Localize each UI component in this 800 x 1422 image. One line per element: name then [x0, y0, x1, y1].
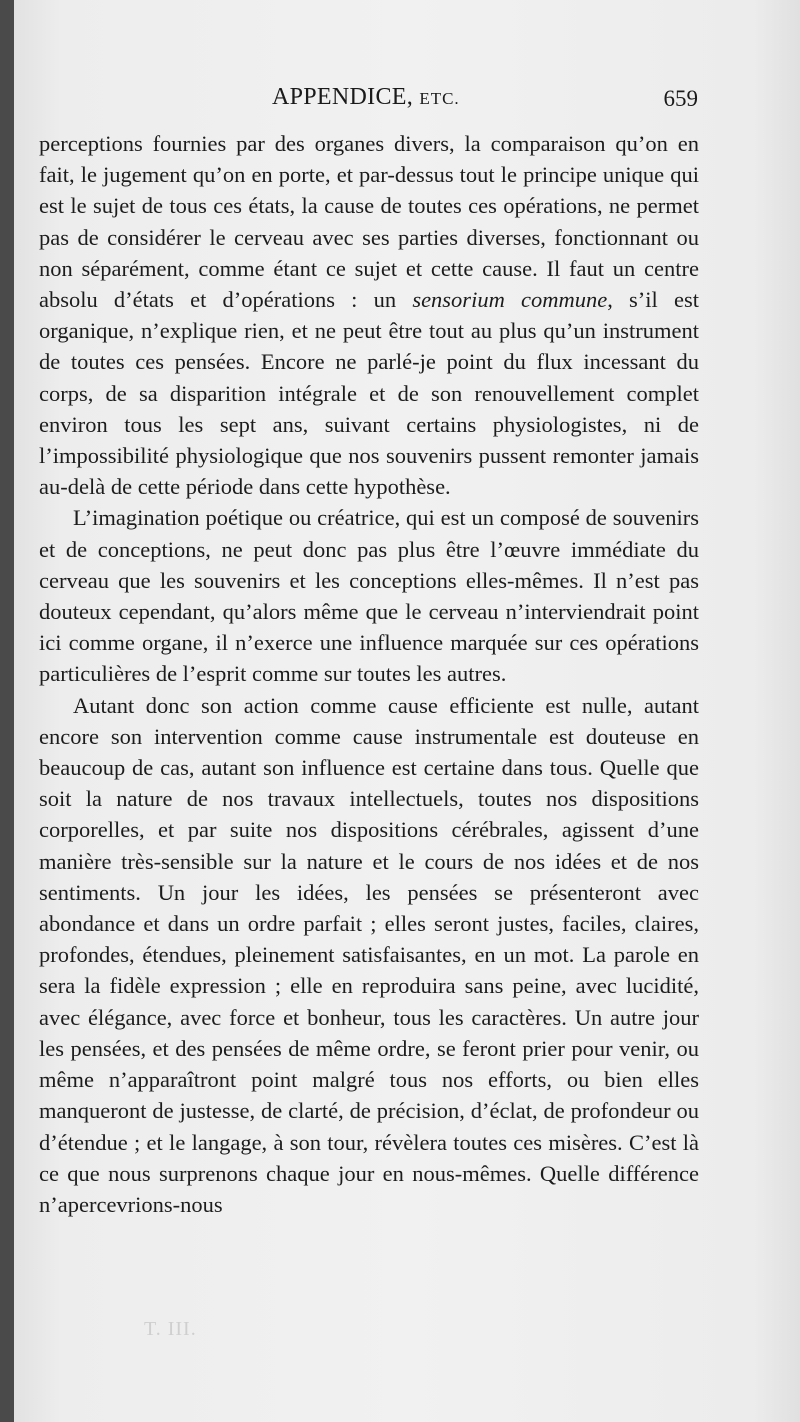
running-title-main: APPENDICE — [272, 84, 407, 110]
paragraph-1-part-b: , s’il est organique, n’explique rien, et ne peut être tout au plus qu’un instrument de toutes ces pensées. Encore ne parlé-je point du flux incessant du corps, de sa disparition intégrale et de son renouvellement complet environ tous les sept ans, suivant certains physiologistes, ni de l’impossibilité physiologique que nos souvenirs pussent remonter jamais au-delà de cette période dans cette hypothèse. — [39, 287, 699, 500]
paragraph-2: L’imagination poétique ou créatrice, qui est un composé de souvenirs et de conceptions, ne peut donc pas plus être l’œuvre immédiate du cerveau que les souvenirs et les conceptions elles-mêmes. Il n’est pas douteux cependant, qu’alors même que le cerveau n’interviendrait point ici comme organe, il n’exerce une influence marquée sur ces opérations particulières de l’esprit comme sur toutes les autres. — [39, 505, 699, 687]
italic-term: sensorium commune — [412, 287, 608, 313]
signature-mark: T. III. — [144, 1318, 197, 1340]
paragraph-1-part-a: perceptions fournies par des organes divers, la comparaison qu’on en fait, le jugement qu’on en porte, et par-dessus tout le principe unique qui est le sujet de tous ces états, la cause de toutes ces opérations, ne permet pas de considérer le cerveau avec ses parties diverses, fonctionnant ou non séparément, comme étant ce sujet et cette cause. Il faut un centre absolu d’états et d’opérations : un — [39, 131, 699, 313]
book-page — [14, 0, 800, 1422]
running-head — [38, 84, 700, 120]
paragraph-1 — [39, 128, 699, 502]
body-text — [39, 128, 699, 1220]
running-title-separator: , — [406, 84, 420, 110]
running-title-etc: ETC. — [419, 89, 460, 108]
page-number: 659 — [663, 86, 698, 111]
running-title — [272, 84, 460, 111]
paragraph-3: Autant donc son action comme cause efficiente est nulle, autant encore son intervention comme cause instrumentale est douteuse en beaucoup de cas, autant son influence est certaine dans tous. Quelle que soit la nature de nos travaux intellectuels, toutes nos dispositions corporelles, et par suite nos dispositions cérébrales, agissent d’une manière très-sensible sur la nature et le cours de nos idées et de nos sentiments. Un jour les idées, les pensées se présenteront avec abondance et dans un ordre parfait ; elles seront justes, faciles, claires, profondes, étendues, pleinement satisfaisantes, en un mot. La parole en sera la fidèle expression ; elle en reproduira sans peine, avec lucidité, avec élégance, avec force et bonheur, tous les caractères. Un autre jour les pensées, et des pensées de même ordre, se feront prier pour venir, ou même n’apparaîtront point malgré tous nos efforts, ou bien elles manqueront de justesse, de clarté, de précision, d’éclat, de profondeur ou d’étendue ; et le langage, à son tour, révèlera toutes ces misères. C’est là ce que nous surprenons chaque jour en nous-mêmes. Quelle différence n’apercevrions-nous — [39, 692, 699, 1217]
